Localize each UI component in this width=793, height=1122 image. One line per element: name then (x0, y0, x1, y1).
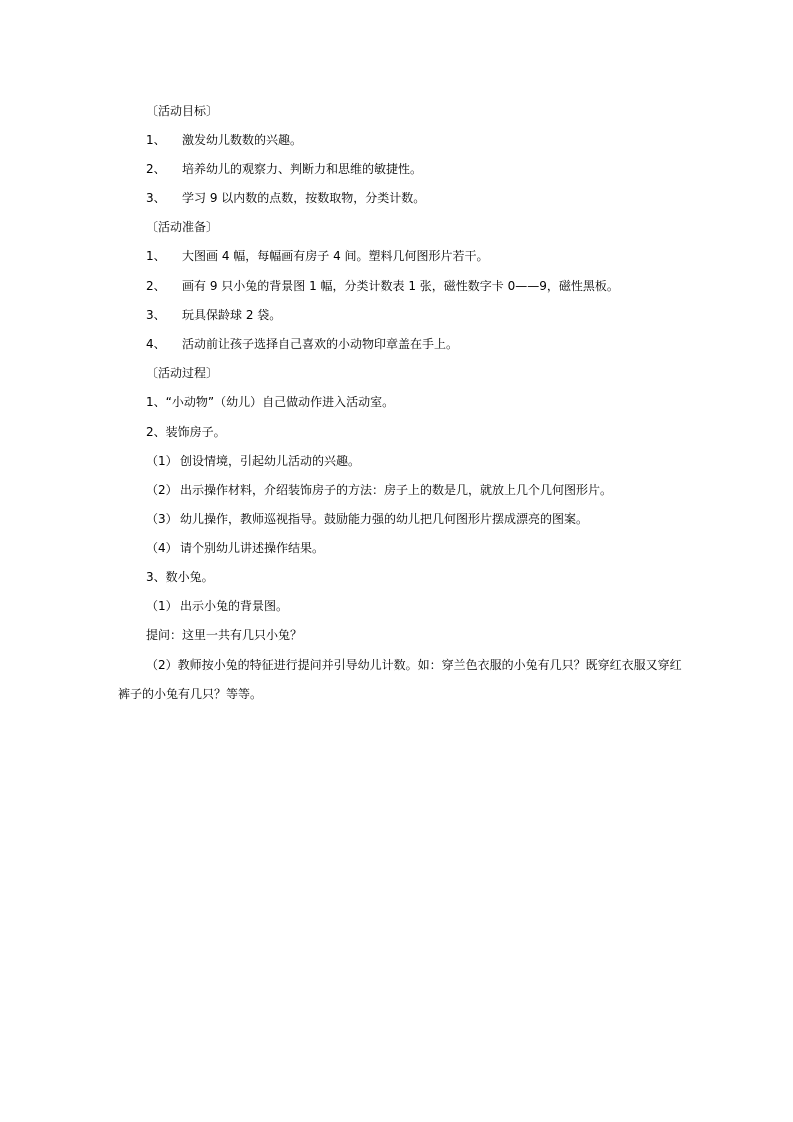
prep-number: 4、 (146, 337, 166, 351)
prep-item (146, 248, 489, 264)
step3-item-2-line-1: （2）教师按小兔的特征进行提问并引导幼儿计数。如：穿兰色衣服的小兔有几只？既穿红衣服又穿红 (146, 658, 682, 672)
goal-text: 激发幼儿数数的兴趣。 (182, 133, 303, 147)
step2-item (146, 482, 612, 498)
prep-item (146, 307, 281, 323)
prep-text: 活动前让孩子选择自己喜欢的小动物印章盖在手上。 (182, 337, 459, 351)
process-step-1: 1、“小动物”（幼儿）自己做动作进入活动室。 (146, 395, 395, 409)
step3-item-number: （1） (146, 599, 178, 613)
question-line: 提问：这里一共有几只小兔？ (146, 628, 303, 642)
step2-item-text: 创设情境，引起幼儿活动的兴趣。 (180, 454, 361, 468)
step2-item-number: （1） (146, 454, 178, 468)
step2-item-number: （3） (146, 512, 178, 526)
prep-text: 玩具保龄球 2 袋。 (182, 308, 282, 322)
step2-item (146, 453, 360, 469)
process-step-3: 3、数小兔。 (146, 570, 214, 584)
step3-item-text: 出示小兔的背景图。 (180, 599, 289, 613)
step2-item-text: 出示操作材料，介绍装饰房子的方法：房子上的数是几，就放上几个几何图形片。 (180, 483, 613, 497)
goal-text: 培养幼儿的观察力、判断力和思维的敏捷性。 (182, 162, 423, 176)
goal-text: 学习 9 以内数的点数，按数取物，分类计数。 (182, 191, 426, 205)
step2-item (146, 511, 588, 527)
prep-number: 3、 (146, 308, 166, 322)
goal-number: 1、 (146, 133, 166, 147)
prep-number: 2、 (146, 279, 166, 293)
section-heading-goals: 〔活动目标〕 (146, 104, 219, 118)
goal-item (146, 161, 422, 177)
step2-item-number: （2） (146, 483, 178, 497)
prep-text: 大图画 4 幅，每幅画有房子 4 间。塑料几何图形片若干。 (182, 249, 489, 263)
prep-number: 1、 (146, 249, 166, 263)
section-heading-prep: 〔活动准备〕 (146, 220, 219, 234)
goal-item (146, 132, 302, 148)
step2-item (146, 540, 324, 556)
prep-text: 画有 9 只小兔的背景图 1 幅，分类计数表 1 张，磁性数字卡 0——9，磁性黑板。 (182, 279, 619, 293)
goal-number: 3、 (146, 191, 166, 205)
step2-item-number: （4） (146, 541, 178, 555)
goal-number: 2、 (146, 162, 166, 176)
step2-item-text: 幼儿操作，教师巡视指导。鼓励能力强的幼儿把几何图形片摆成漂亮的图案。 (180, 512, 589, 526)
process-step-2: 2、装饰房子。 (146, 425, 226, 439)
goal-item (146, 190, 425, 206)
prep-item (146, 336, 458, 352)
section-heading-process: 〔活动过程〕 (146, 366, 219, 380)
step3-item-2-line-2: 裤子的小兔有几只？等等。 (118, 687, 263, 701)
prep-item (146, 278, 619, 294)
step2-item-text: 请个别幼儿讲述操作结果。 (180, 541, 325, 555)
step3-item (146, 598, 288, 614)
